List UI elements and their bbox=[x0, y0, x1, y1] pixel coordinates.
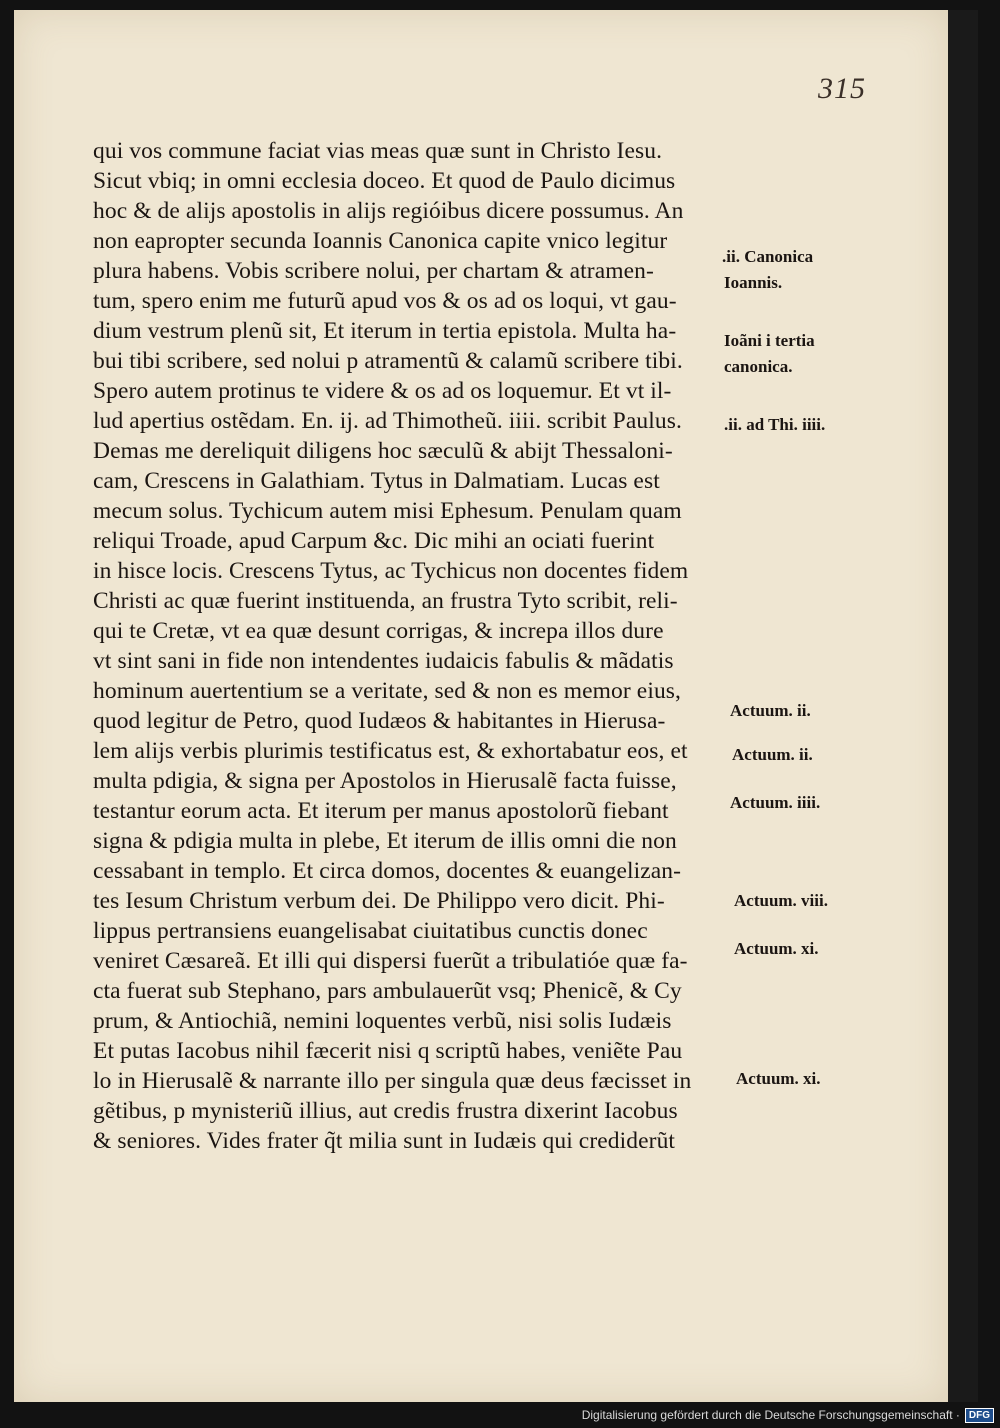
text-line: plura habens. Vobis scribere nolui, per chartam & atramen- bbox=[93, 258, 654, 284]
text-line: cam, Crescens in Galathiam. Tytus in Dalmatiam. Lucas est bbox=[93, 468, 660, 494]
margin-note-actuum: Actuum. ii. bbox=[732, 745, 813, 764]
text-line: tum, spero enim me futurũ apud vos & os ad os loqui, vt gau- bbox=[93, 288, 677, 314]
margin-note-canonica: canonica. bbox=[724, 357, 793, 376]
footer-credit: Digitalisierung gefördert durch die Deutsche Forschungsgemeinschaft · bbox=[581, 1408, 960, 1422]
text-line: lud apertius ostẽdam. En. ij. ad Thimotheũ. iiii. scribit Paulus. bbox=[93, 408, 682, 434]
margin-note-actuum: Actuum. viii. bbox=[734, 891, 828, 910]
text-line: testantur eorum acta. Et iterum per manus apostolorũ fiebant bbox=[93, 798, 669, 824]
text-line: cessabant in templo. Et circa domos, docentes & euangelizan- bbox=[93, 858, 682, 884]
text-line: qui vos commune faciat vias meas quæ sunt in Christo Iesu. bbox=[93, 138, 663, 164]
text-line: Sicut vbiq; in omni ecclesia doceo. Et quod de Paulo dicimus bbox=[93, 168, 676, 194]
text-line: in hisce locis. Crescens Tytus, ac Tychicus non docentes fidem bbox=[93, 558, 689, 584]
text-line: Spero autem protinus te videre & os ad os loquemur. Et vt il- bbox=[93, 378, 672, 404]
text-line: Christi ac quæ fuerint instituenda, an frustra Tyto scribit, reli- bbox=[93, 588, 678, 614]
margin-note-ad-thi: .ii. ad Thi. iiii. bbox=[724, 415, 826, 434]
text-line: veniret Cæsareã. Et illi qui dispersi fuerũt a tribulatióe quæ fa- bbox=[93, 948, 688, 974]
text-line: hoc & de alijs apostolis in alijs regióibus dicere possumus. An bbox=[93, 198, 684, 224]
scan-border bbox=[948, 10, 978, 1402]
margin-note-actuum: Actuum. ii. bbox=[730, 701, 811, 720]
page-number: 315 bbox=[818, 72, 866, 105]
text-line: signa & pdigia multa in plebe, Et iterum de illis omni die non bbox=[93, 828, 677, 854]
body-text bbox=[93, 136, 733, 1156]
dfg-logo: DFG bbox=[965, 1408, 994, 1423]
margin-note-actuum: Actuum. iiii. bbox=[730, 793, 821, 812]
margin-note-ioani-tertia: Ioãni i tertia bbox=[724, 331, 815, 350]
margin-note-canonica-ii: .ii. Canonica bbox=[722, 247, 814, 266]
margin-note-actuum: Actuum. xi. bbox=[736, 1069, 821, 1088]
text-line: dium vestrum plenũ sit, Et iterum in tertia epistola. Multa ha- bbox=[93, 318, 677, 344]
text-line: non eapropter secunda Ioannis Canonica capite vnico legitur bbox=[93, 228, 668, 254]
text-line: hominum auertentium se a veritate, sed & non es memor eius, bbox=[93, 678, 682, 704]
text-line: bui tibi scribere, sed nolui p atramentũ & calamũ scribere tibi. bbox=[93, 348, 683, 374]
margin-note-actuum: Actuum. xi. bbox=[734, 939, 819, 958]
text-line: Et putas Iacobus nihil fæcerit nisi q scriptũ habes, veniẽte Pau bbox=[93, 1038, 683, 1064]
text-line: quod legitur de Petro, quod Iudæos & habitantes in Hierusa- bbox=[93, 708, 666, 734]
text-line: lem alijs verbis plurimis testificatus est, & exhortabatur eos, et bbox=[93, 738, 688, 764]
text-line: gẽtibus, p mynisteriũ illius, aut credis frustra dixerint Iacobus bbox=[93, 1098, 678, 1124]
text-line: mecum solus. Tychicum autem misi Ephesum. Penulam quam bbox=[93, 498, 682, 524]
footer bbox=[582, 1404, 994, 1426]
text-line: qui te Cretæ, vt ea quæ desunt corrigas, & increpa illos dure bbox=[93, 618, 664, 644]
text-line: Demas me dereliquit diligens hoc sæculũ & abijt Thessaloni- bbox=[93, 438, 673, 464]
text-line: cta fuerat sub Stephano, pars ambulauerũt vsq; Phenicẽ, & Cy bbox=[93, 978, 682, 1004]
text-line: tes Iesum Christum verbum dei. De Philippo vero dicit. Phi- bbox=[93, 888, 665, 914]
text-line: multa pdigia, & signa per Apostolos in Hierusalẽ facta fuisse, bbox=[93, 768, 677, 794]
text-line: vt sint sani in fide non intendentes iudaicis fabulis & mãdatis bbox=[93, 648, 674, 674]
text-line: lo in Hierusalẽ & narrante illo per singula quæ deus fæcisset in bbox=[93, 1068, 692, 1094]
text-line: reliqui Troade, apud Carpum &c. Dic mihi an ociati fuerint bbox=[93, 528, 655, 554]
text-line: lippus pertransiens euangelisabat ciuitatibus cunctis donec bbox=[93, 918, 648, 944]
text-line: & seniores. Vides frater q̃t milia sunt in Iudæis qui crediderũt bbox=[93, 1128, 676, 1154]
margin-note-ioannis: Ioannis. bbox=[724, 273, 783, 292]
text-line: prum, & Antiochiã, nemini loquentes verbũ, nisi solis Iudæis bbox=[93, 1008, 672, 1034]
